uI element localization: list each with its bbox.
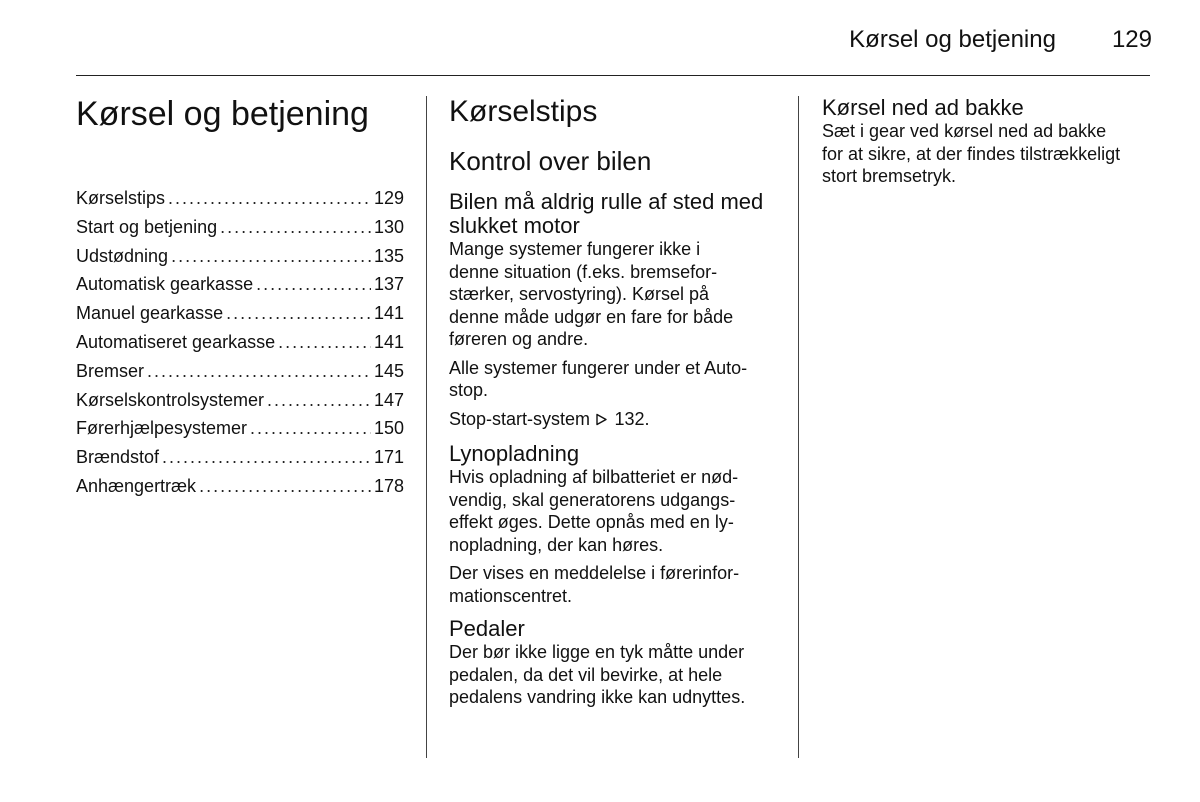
topic-heading: Lynopladning [449, 441, 580, 466]
main-column [449, 92, 779, 709]
paragraph [449, 238, 779, 351]
text-line: vendig, skal generatorens udgangs- [449, 489, 736, 510]
toc-entry-page: 171 [373, 447, 404, 468]
column-divider [426, 96, 427, 758]
toc-entry-label: Kørselstips [76, 188, 166, 208]
chapter-column [76, 92, 404, 517]
toc-entry[interactable] [76, 414, 404, 443]
chapter-toc [76, 184, 404, 501]
running-header [849, 26, 1152, 54]
topic-pedals [449, 617, 779, 709]
column-divider [798, 96, 799, 758]
toc-entry-page: 129 [373, 188, 404, 208]
toc-entry-label: Manuel gearkasse [76, 303, 224, 324]
toc-entry-page: 141 [373, 303, 404, 324]
text-line: Der bør ikke ligge en tyk måtte under [449, 642, 745, 662]
toc-leader-dots [168, 184, 371, 213]
paragraph [449, 641, 779, 709]
text-line: føreren og andre. [449, 329, 589, 349]
text-line: Der vises en meddelelse i førerinfor- [449, 563, 740, 583]
toc-leader-dots [171, 242, 371, 271]
header-rule [76, 75, 1150, 76]
toc-leader-dots [147, 357, 371, 386]
toc-entry-label: Kørselskontrolsystemer [76, 389, 265, 410]
toc-entry[interactable] [76, 328, 404, 357]
toc-entry[interactable] [76, 270, 404, 299]
toc-entry-page: 150 [373, 418, 404, 439]
text-line: for at sikre, at der findes tilstrækkeligt [822, 143, 1121, 164]
toc-entry[interactable] [76, 386, 404, 415]
toc-entry[interactable] [76, 443, 404, 472]
text-line: mationscentret. [449, 585, 573, 606]
toc-entry-page: 130 [373, 216, 404, 237]
paragraph [449, 562, 779, 607]
topic-heading: Pedaler [449, 616, 525, 641]
topic-heading-line: slukket motor [449, 213, 580, 238]
toc-entry-label: Start og betjening [76, 216, 218, 237]
toc-entry-page: 135 [373, 245, 404, 266]
text-line: Mange systemer fungerer ikke i [449, 239, 701, 259]
right-column [822, 96, 1152, 188]
text-line: nopladning, der kan høres. [449, 534, 664, 555]
topic-quick-charge [449, 442, 779, 607]
toc-entry-page: 147 [373, 389, 404, 410]
text-line: pedalens vandring ikke kan udnyttes. [449, 687, 746, 707]
section-title: Kørselstips [449, 95, 598, 128]
toc-entry[interactable] [76, 213, 404, 242]
text-line: stærker, servostyring). Kørsel på [449, 284, 710, 304]
chapter-title: Kørsel og betjening [76, 95, 369, 133]
text-line: stort bremsetryk. [822, 166, 957, 186]
toc-entry-label: Førerhjælpesystemer [76, 418, 248, 439]
toc-entry-label: Brændstof [76, 447, 160, 468]
toc-entry[interactable] [76, 242, 404, 271]
toc-entry-page: 141 [373, 331, 404, 352]
cross-reference[interactable] [449, 408, 779, 433]
paragraph [449, 357, 779, 402]
toc-leader-dots [199, 472, 371, 501]
toc-entry-page: 137 [373, 274, 404, 295]
toc-leader-dots [256, 270, 371, 299]
toc-entry-label: Automatiseret gearkasse [76, 331, 276, 352]
text-line: stop. [449, 380, 489, 400]
arrow-right-icon [595, 412, 612, 429]
paragraph [449, 466, 779, 556]
toc-leader-dots [226, 299, 371, 328]
toc-entry[interactable] [76, 472, 404, 501]
topic-rolling [449, 190, 779, 432]
toc-entry-page: 178 [373, 475, 404, 496]
toc-entry[interactable] [76, 184, 404, 213]
text-line: Alle systemer fungerer under et Auto- [449, 357, 748, 378]
toc-leader-dots [162, 443, 371, 472]
text-line: effekt øges. Dette opnås med en ly- [449, 512, 734, 532]
text-line: Hvis opladning af bilbatteriet er nød- [449, 467, 739, 487]
subsection-title: Kontrol over bilen [449, 146, 652, 176]
toc-entry-label: Automatisk gearkasse [76, 274, 254, 295]
toc-entry-label: Udstødning [76, 245, 169, 266]
toc-leader-dots [267, 386, 371, 415]
text-line: denne situation (f.eks. bremsefor- [449, 261, 718, 282]
toc-entry[interactable] [76, 299, 404, 328]
topic-heading [449, 190, 779, 238]
toc-entry-label: Bremser [76, 360, 145, 381]
running-title: Kørsel og betjening [849, 26, 1056, 53]
page-number: 129 [1111, 26, 1152, 53]
toc-entry-page: 145 [373, 360, 404, 381]
topic-heading: Kørsel ned ad bakke [822, 95, 1024, 120]
toc-entry-label: Anhængertræk [76, 475, 197, 496]
toc-leader-dots [220, 213, 371, 242]
cross-reference-text: Stop-start-system [449, 408, 591, 429]
toc-leader-dots [250, 414, 371, 443]
topic-heading-line: Bilen må aldrig rulle af sted med [449, 189, 764, 214]
toc-entry[interactable] [76, 357, 404, 386]
toc-leader-dots [278, 328, 371, 357]
text-line: Sæt i gear ved kørsel ned ad bakke [822, 121, 1107, 141]
text-line: pedalen, da det vil bevirke, at hele [449, 664, 723, 685]
text-line: denne måde udgør en fare for både [449, 306, 734, 327]
cross-reference-page: 132. [614, 408, 650, 429]
paragraph [822, 120, 1152, 188]
